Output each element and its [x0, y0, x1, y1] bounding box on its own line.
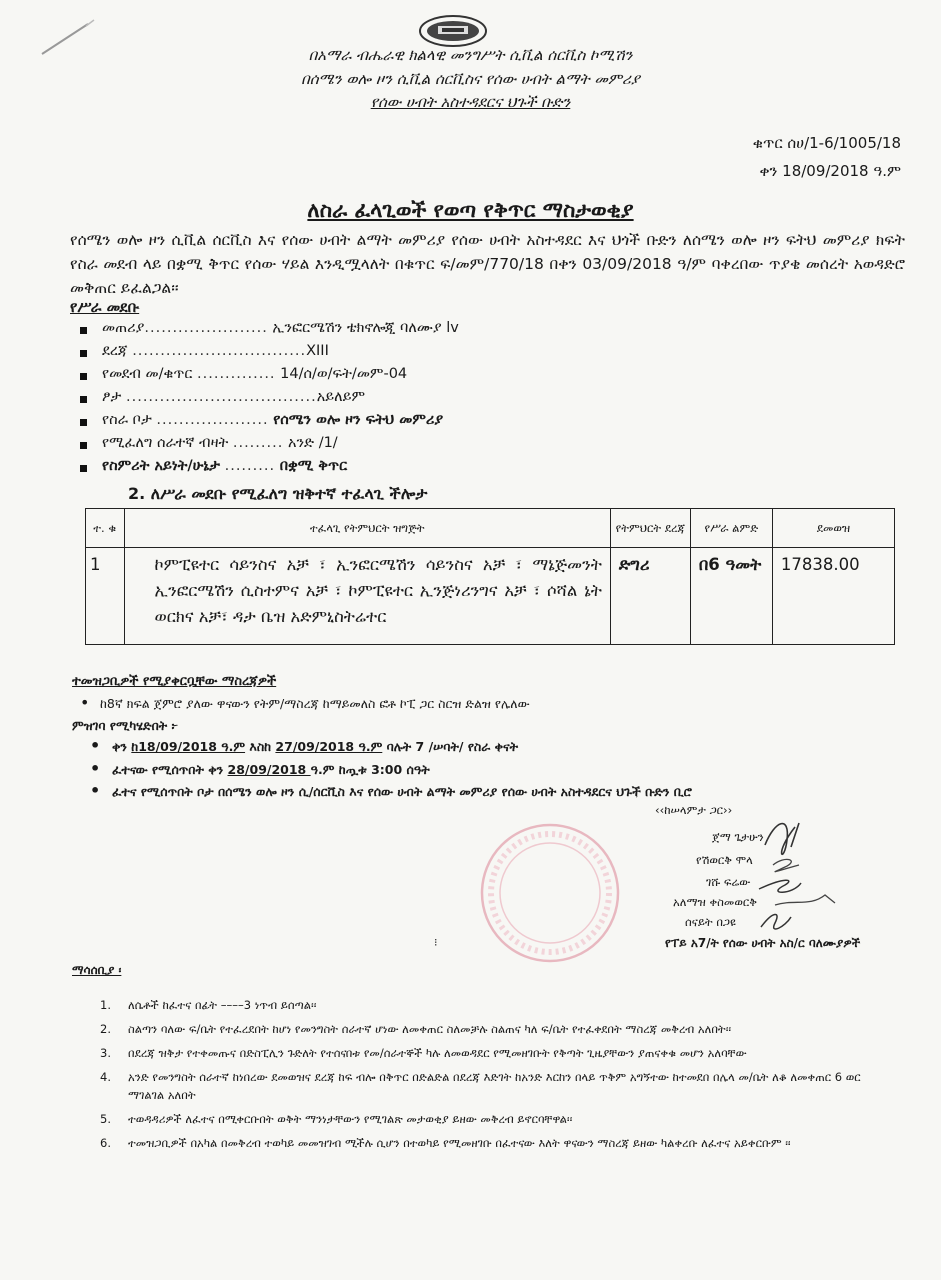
- center-mark: ⁝: [434, 936, 438, 949]
- header-line-1: በአማራ ብሔራዊ ክልላዊ መንግሥት ሲቪል ሰርቪስ ኮሚሽን: [308, 46, 633, 64]
- notes-title: ማሳሰቢያ ፡: [72, 963, 122, 977]
- emblem-logo-icon: [418, 14, 488, 48]
- job-detail-label: የመደብ መ/ቁጥር: [102, 366, 193, 382]
- list-item: [100, 1134, 900, 1152]
- list-item: [100, 1110, 900, 1128]
- header-salary: ደመወዝ: [772, 509, 894, 548]
- exam-date-prefix: ፈተናው የሚሰጥበት ቀን: [112, 762, 228, 777]
- cell-experience: በ6 ዓመት: [690, 548, 772, 645]
- closing-greeting: ‹‹ከሠላምታ ጋር››: [655, 803, 733, 817]
- list-item: [100, 1068, 900, 1104]
- note-text: ተመዝጋቢዎች በአካል በመቅረብ ተወካይ መመዝገብ ሚችሉ ሲሆን በተወካይ የሚመዘገቡ በፈተናው እለት ዋናውን ማስረጃ ይዘው ካልቀረቡ ለፈተና አይቀርቡም ፡፡: [128, 1136, 791, 1150]
- job-detail-value: በቋሚ ቅጥር: [279, 458, 348, 474]
- header-qualification: ተፈላጊ የትምህርት ዝግጅት: [124, 509, 610, 548]
- list-item: [100, 996, 900, 1014]
- header-line-2: በሰሜን ወሎ ዞን ሲቪል ሰርቪስና የሰው ሀብት ልማት መምሪያ: [301, 70, 640, 88]
- job-detail-dots: ...............................: [132, 343, 307, 359]
- registration-period-mid: እስከ: [245, 739, 276, 754]
- note-number: 5.: [100, 1112, 111, 1126]
- documents-title: ተመዝጋቢዎች የሚያቀርቧቸው ማስረጃዎች: [72, 674, 277, 689]
- note-text: ስልጣን ባለው ፍ/ቤት የተፈረደበት ከሆነ የመንግስት ሰራተኛ ሆነው ለመቀጠር ስለመቻሉ ስልጠና ካለ ፍ/ቤት የተፈቀደበት ማስረጃ መቅረብ አለበት፡፡: [128, 1022, 732, 1036]
- note-text: አንድ የመንግስት ሰራተኛ ከነበረው ደመወዝና ደረጃ ከፍ ብሎ በቅጥር በድልድል በደረጃ እድገት ከአንድ እርከን በላይ ጥቅም አግኝተው ከተመደበ በሌላ መ/ቤት ለቆ ለመቀጠር 6 ወር ማገልገል አለበት: [128, 1070, 861, 1102]
- job-detail-label: ፆታ: [102, 389, 122, 405]
- qualification-table: [85, 508, 895, 645]
- job-detail-item: [80, 320, 720, 343]
- cell-education-level: ድግሪ: [610, 548, 690, 645]
- page-title: ለስራ ፈላጊወች የወጣ የቅጥር ማስታወቂያ: [307, 198, 634, 222]
- registration-start-date: ከ18/09/2018 ዓ.ም: [131, 739, 246, 754]
- job-detail-value: አንድ /1/: [287, 435, 338, 451]
- job-detail-item: [80, 458, 720, 481]
- exam-date-line: [112, 762, 430, 778]
- cell-no: 1: [86, 548, 125, 645]
- job-detail-value: ኢንፎርሜሽን ቴክኖሎጂ ባለሙያ lv: [272, 320, 459, 336]
- job-detail-label: ደረጃ: [102, 343, 128, 359]
- intro-paragraph: የሰሜን ወሎ ዞን ሲቪል ሰርቪስ እና የሰው ሀብት ልማት መምሪያ የሰው ሀብት አስተዳደር እና ህጎች ቡድን ለሰሜን ወሎ ዞን ፍትህ መምሪያ ክፍት የስራ መደብ ላይ በቋሚ ቅጥር የሰው ሃይል እንዲሟላለት በቁጥር ፍ/መም/770/18 በቀን 03/09/2018 ዓ/ም ባቀረበው ጥያቄ መሰረት አወዳድሮ መቅጠር ይፈልጋል፡፡: [70, 231, 905, 297]
- list-item: [100, 1044, 900, 1062]
- signatory-2: የሽወርቅ ሞላ: [696, 853, 753, 867]
- signatory-3: ገሹ ፍሬው: [706, 875, 751, 889]
- job-detail-label: የስራ ቦታ: [102, 412, 152, 428]
- job-detail-dots: ..................................: [126, 389, 317, 405]
- job-detail-item: [80, 343, 720, 366]
- job-details-list: [80, 320, 720, 481]
- job-detail-dots: .........: [224, 458, 276, 474]
- cell-salary: 17838.00: [772, 548, 894, 645]
- header-experience: የሥራ ልምድ: [690, 509, 772, 548]
- registration-period: [112, 739, 518, 755]
- cell-qualification: ኮምፒዩተር ሳይንስና አቻ ፣ ኢንፎርሜሽን ሳይንስና አቻ ፣ ማኔጅመንት ኢንፎርሜሽን ሲስተምና አቻ ፣ ኮምፒዩተር ኢንጅነሪንግና አቻ ፣ ሶሻል ኔት ወርክና አቻ፣ ዳታ ቤዝ አድምኒስትሬተር: [124, 548, 610, 645]
- job-detail-dots: ....................: [156, 412, 269, 428]
- job-detail-value: የሰሜን ወሎ ዞን ፍትህ መምሪያ: [273, 412, 444, 428]
- registration-period-prefix: ቀን: [112, 739, 132, 754]
- registration-end-date: 27/09/2018 ዓ.ም: [275, 739, 383, 754]
- note-text: ተወዳዳሪዎች ለፈተና በሚቀርቡበት ወቅት ማንነታቸውን የሚገልጽ መታወቂያ ይዘው መቅረብ ይኖርባቸዋል፡፡: [128, 1112, 573, 1126]
- job-detail-item: [80, 435, 720, 458]
- job-detail-label: የስምሪት አይነት/ሁኔታ: [102, 458, 220, 474]
- note-text: ለሴቶች ከፈተና በፊት ––––3 ነጥብ ይሰጣል፡፡: [128, 998, 317, 1012]
- handwritten-signature-icon: [755, 815, 845, 935]
- job-detail-value: አይለይም: [316, 389, 366, 405]
- notes-list: [100, 996, 900, 1158]
- exam-date: 28/09/2018: [227, 762, 311, 777]
- job-detail-value: XIII: [306, 343, 329, 359]
- documents-item: • ከ8ኛ ክፍል ጀምሮ ያለው ዋናውን የትም/ማስረጃ ከማይመለስ ፎቶ ኮፒ ጋር ስርዝ ድልዝ የሌለው: [100, 696, 530, 712]
- job-detail-item: [80, 366, 720, 389]
- registration-title: ምዝገባ የሚካሄድበት ፦: [72, 718, 179, 733]
- exam-place-line: • ፈተና የሚሰጥበት ቦታ በሰሜን ወሎ ዞን ሲ/ሰርቪስ እና የሰው ሀብት ልማት መምሪያ የሰው ሀብት አስተዳደርና ህጉች ቡድን ቢሮ: [112, 784, 692, 800]
- note-number: 1.: [100, 998, 111, 1012]
- exam-date-suffix: ዓ.ም ከጧቱ 3:00 ሰዓት: [310, 762, 430, 777]
- note-number: 4.: [100, 1070, 111, 1084]
- list-item: [100, 1020, 900, 1038]
- job-detail-dots: ......................: [144, 320, 268, 336]
- committee-label: የፐይ አ7/ት የሰው ሀብት አስ/ር ባለሙያዎች: [665, 936, 861, 950]
- note-number: 2.: [100, 1022, 111, 1036]
- job-detail-label: የሚፈለግ ሰራተኛ ብዛት: [102, 435, 229, 451]
- note-number: 6.: [100, 1136, 111, 1150]
- signatory-4: አለማዝ ቀስመወርቅ: [673, 895, 757, 909]
- job-detail-dots: .........: [232, 435, 284, 451]
- reference-number: ቁጥር ሰሀ/1-6/1005/18: [752, 134, 901, 152]
- job-detail-item: [80, 389, 720, 412]
- note-number: 3.: [100, 1046, 111, 1060]
- signatory-5: ሰናይት በጋዩ: [685, 915, 736, 929]
- signatory-1: ጀማ ጌታሁን: [712, 830, 764, 844]
- registration-period-suffix: ባሉት 7 /ሠባት/ የስራ ቀናት: [382, 739, 519, 754]
- header-line-3: የሰው ሀብት አስተዳደርና ህጉች ቡድን: [370, 93, 571, 111]
- note-text: በደረጃ ዝቅታ የተቀመጡና በድስፒሊን ጉድለት የተሰናበቱ የመ/ሰራተኞች ካሉ ለመወዳደር የሚመዘገቡት የቅጣት ጊዜያቸውን ያጠናቀቁ መሆን አለባቸው: [128, 1046, 747, 1060]
- job-detail-label: መጠሪያ: [102, 320, 145, 336]
- job-detail-dots: ..............: [197, 366, 276, 382]
- header-no: ተ. ቁ: [86, 509, 125, 548]
- reference-date: ቀን 18/09/2018 ዓ.ም: [759, 162, 901, 180]
- job-detail-value: 14/ሰ/ወ/ፍት/መም-04: [280, 366, 408, 382]
- header-education-level: የትምህርት ደረጃ: [610, 509, 690, 548]
- section-2-title: 2. ለሥራ መደቡ የሚፈለግ ዝቅተኛ ተፈላጊ ችሎታ: [128, 484, 428, 503]
- table-row: [86, 548, 895, 645]
- job-detail-item: [80, 412, 720, 435]
- section-1-title: የሥራ መደቡ: [70, 298, 140, 316]
- table-header-row: [86, 509, 895, 548]
- official-stamp-icon: [455, 818, 645, 968]
